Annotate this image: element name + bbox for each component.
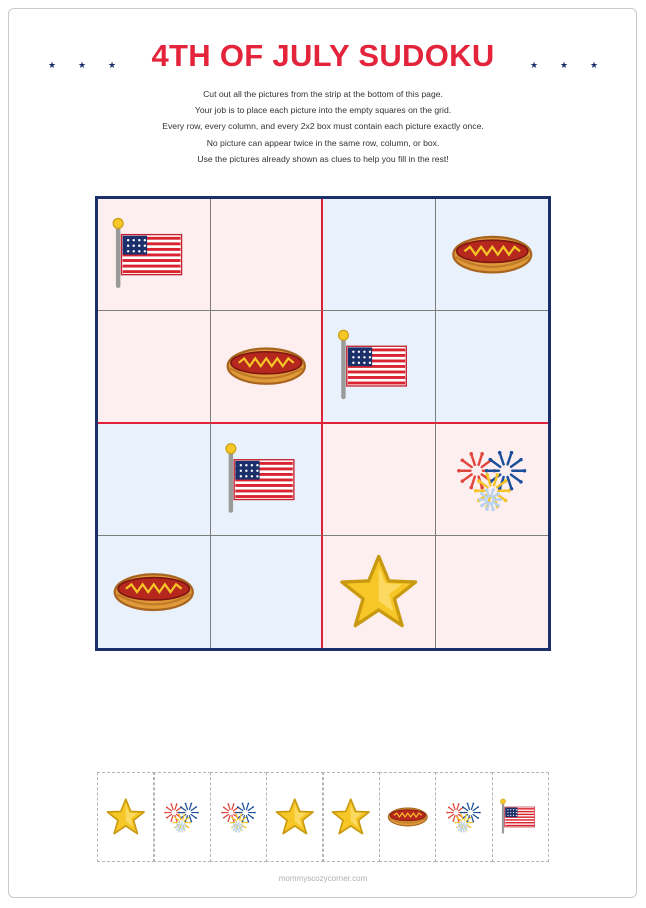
instruction-line: Use the pictures already shown as clues to help you fill in the rest! — [197, 153, 449, 164]
grid-cell-r3c2 — [211, 424, 324, 536]
star-icon: ★ — [590, 60, 599, 70]
star-icon: ★ — [78, 60, 87, 70]
credit-text: mommyscozycorner.com — [278, 874, 368, 883]
star-icon: ★ — [48, 60, 57, 70]
grid-cell-r2c1[interactable] — [98, 311, 211, 423]
grid-cell-r2c4[interactable] — [436, 311, 549, 423]
cutout-piece[interactable] — [210, 772, 268, 862]
grid-cell-r3c3[interactable] — [323, 424, 436, 536]
cutout-strip — [97, 772, 549, 862]
page-title: 4TH OF JULY SUDOKU — [151, 38, 495, 73]
grid-cell-r2c2 — [211, 311, 324, 423]
cutout-piece[interactable] — [492, 772, 550, 862]
star-icon: ★ — [108, 60, 117, 70]
grid-cell-r4c1 — [98, 536, 211, 648]
grid-cell-r3c1[interactable] — [98, 424, 211, 536]
cutout-piece[interactable] — [322, 772, 380, 862]
instruction-line: Cut out all the pictures from the strip at the bottom of this page. — [203, 89, 443, 99]
cutout-piece[interactable] — [379, 772, 437, 862]
grid-cell-r4c2[interactable] — [211, 536, 324, 648]
cutout-piece[interactable] — [153, 772, 211, 862]
grid-cell-r1c3[interactable] — [323, 199, 436, 311]
star-icon: ★ — [560, 60, 569, 70]
grid-cell-r2c3 — [323, 311, 436, 423]
grid-cell-r4c3 — [323, 536, 436, 648]
instruction-line: No picture can appear twice in the same row, column, or box. — [206, 137, 440, 148]
grid-cell-r1c2[interactable] — [211, 199, 324, 311]
grid-cell-r4c4[interactable] — [436, 536, 549, 648]
cutout-piece[interactable] — [97, 772, 155, 862]
star-icon: ★ — [530, 60, 539, 70]
instructions — [0, 86, 646, 167]
cutout-piece[interactable] — [435, 772, 493, 862]
sudoku-grid — [95, 196, 551, 651]
grid-cell-r1c1 — [98, 199, 211, 311]
cutout-piece[interactable] — [266, 772, 324, 862]
grid-cell-r3c4 — [436, 424, 549, 536]
grid-cell-r1c4 — [436, 199, 549, 311]
instruction-line: Every row, every column, and every 2x2 box must contain each picture exactly once. — [162, 121, 484, 132]
instruction-line: Your job is to place each picture into the empty squares on the grid. — [194, 105, 452, 116]
